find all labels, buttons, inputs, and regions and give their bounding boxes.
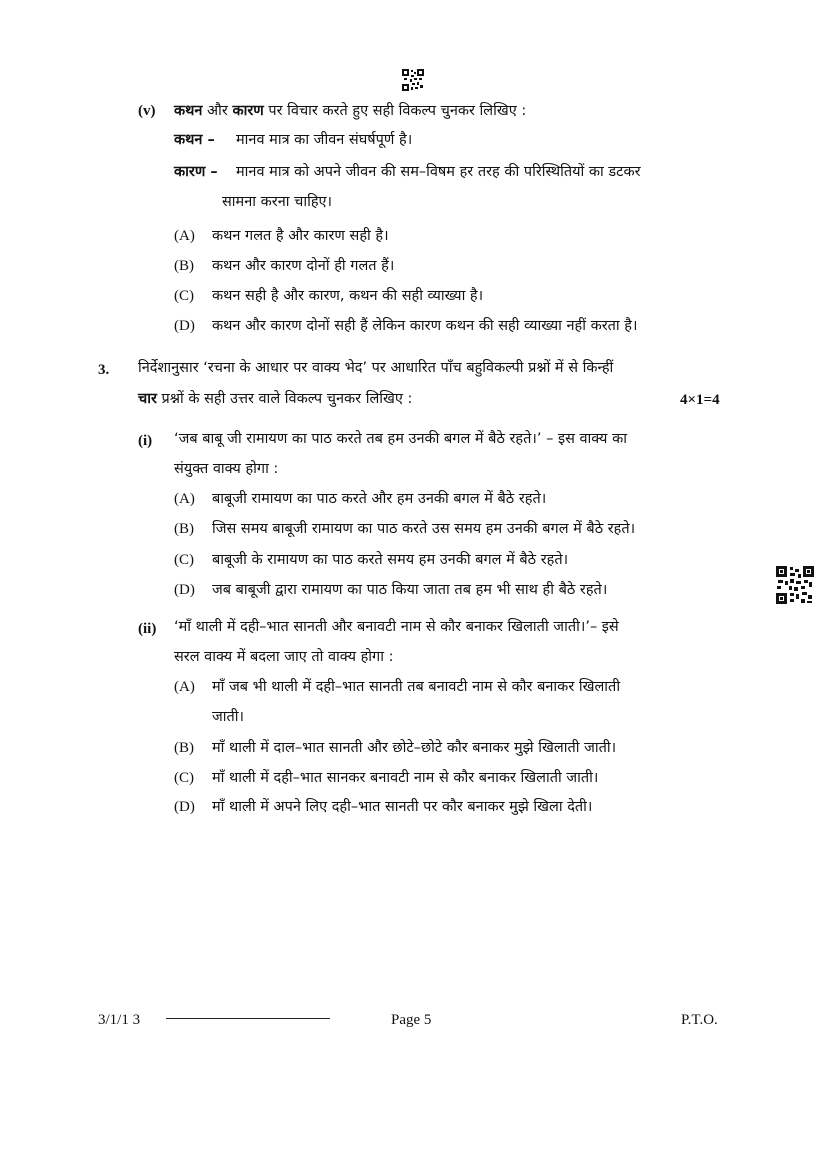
q3ii-option-text: माँ थाली में दाल–भात सानती और छोटे–छोटे कौर बनाकर मुझे खिलाती जाती। xyxy=(212,740,617,756)
q2v-option-label: (A) xyxy=(174,228,195,244)
q3ii-optionA-line2: जाती। xyxy=(212,709,245,725)
q3i-number: (i) xyxy=(138,433,153,449)
instruction-rest: पर विचार करते हुए सही विकल्प चुनकर लिखिए : xyxy=(263,103,527,119)
q3-instruction-line2 xyxy=(138,389,412,409)
footer-rule xyxy=(166,1018,330,1019)
q3ii-option-label: (D) xyxy=(174,799,195,815)
q2v-option-text: कथन सही है और कारण, कथन की सही व्याख्या है। xyxy=(212,288,484,304)
chaar-word: चार xyxy=(138,391,157,407)
side-qr-code xyxy=(776,566,814,604)
paper-code: 3/1/1 3 xyxy=(98,1012,141,1028)
kathan-text: मानव मात्र का जीवन संघर्षपूर्ण है। xyxy=(236,132,413,148)
karan-label: कारण – xyxy=(174,164,218,180)
karan-text-line1: मानव मात्र को अपने जीवन की सम–विषम हर तरह की परिस्थितियों का डटकर xyxy=(236,164,641,180)
mid-word: और xyxy=(202,103,233,119)
kathan-word: कथन xyxy=(174,103,203,119)
q3ii-line2: सरल वाक्य में बदला जाए तो वाक्य होगा : xyxy=(174,649,394,665)
q3i-option-label: (C) xyxy=(174,552,194,568)
q2v-option-text: कथन और कारण दोनों सही हैं लेकिन कारण कथन की सही व्याख्या नहीं करता है। xyxy=(212,318,638,334)
q3i-option-text: जिस समय बाबूजी रामायण का पाठ करते उस समय हम उनकी बगल में बैठे रहते। xyxy=(212,521,636,537)
q3ii-option-text: माँ थाली में अपने लिए दही–भात सानती पर कौर बनाकर मुझे खिला देती। xyxy=(212,799,593,815)
q3i-line1: ‘जब बाबू जी रामायण का पाठ करते तब हम उनकी बगल में बैठे रहते।’ – इस वाक्य का xyxy=(174,431,627,447)
q3ii-optionA-line1: माँ जब भी थाली में दही–भात सानती तब बनावटी नाम से कौर बनाकर खिलाती xyxy=(212,679,621,695)
kathan-label: कथन – xyxy=(174,132,215,148)
q3ii-option-label: (A) xyxy=(174,679,195,695)
q3i-line2: संयुक्त वाक्य होगा : xyxy=(174,461,279,477)
q2v-option-label: (B) xyxy=(174,258,194,274)
q3ii-number: (ii) xyxy=(138,621,157,637)
q2v-option-label: (D) xyxy=(174,318,195,334)
q3-instruction-line1: निर्देशानुसार ‘रचना के आधार पर वाक्य भेद’ पर आधारित पाँच बहुविकल्पी प्रश्नों में से किन्हीं xyxy=(138,360,614,376)
q2v-instruction xyxy=(174,101,526,121)
q3i-option-text: बाबूजी के रामायण का पाठ करते समय हम उनकी बगल में बैठे रहते। xyxy=(212,552,569,568)
q3ii-option-text: माँ थाली में दही–भात सानकर बनावटी नाम से कौर बनाकर खिलाती जाती। xyxy=(212,770,599,786)
q3i-option-text: बाबूजी रामायण का पाठ करते और हम उनकी बगल में बैठे रहते। xyxy=(212,491,547,507)
q2v-option-text: कथन और कारण दोनों ही गलत हैं। xyxy=(212,258,395,274)
q3i-option-label: (D) xyxy=(174,582,195,598)
q3ii-option-label: (B) xyxy=(174,740,194,756)
q3ii-line1: ‘माँ थाली में दही–भात सानती और बनावटी नाम से कौर बनाकर खिलाती जाती।’– इसे xyxy=(174,619,619,635)
page-number: Page 5 xyxy=(391,1012,432,1028)
q3i-option-label: (A) xyxy=(174,491,195,507)
q3-number: 3. xyxy=(98,362,110,378)
q3i-option-text: जब बाबूजी द्वारा रामायण का पाठ किया जाता तब हम भी साथ ही बैठे रहते। xyxy=(212,582,608,598)
q3i-option-label: (B) xyxy=(174,521,194,537)
q3-marks: 4×1=4 xyxy=(680,392,720,408)
top-qr-code xyxy=(402,69,424,91)
q2v-option-text: कथन गलत है और कारण सही है। xyxy=(212,228,389,244)
q2v-number: (v) xyxy=(138,103,156,119)
pto-label: P.T.O. xyxy=(681,1012,718,1028)
q3-line2-rest: प्रश्नों के सही उत्तर वाले विकल्प चुनकर लिखिए : xyxy=(156,391,413,407)
q3ii-option-label: (C) xyxy=(174,770,194,786)
q2v-option-label: (C) xyxy=(174,288,194,304)
karan-text-line2: सामना करना चाहिए। xyxy=(222,194,333,210)
karan-word: कारण xyxy=(232,103,264,119)
